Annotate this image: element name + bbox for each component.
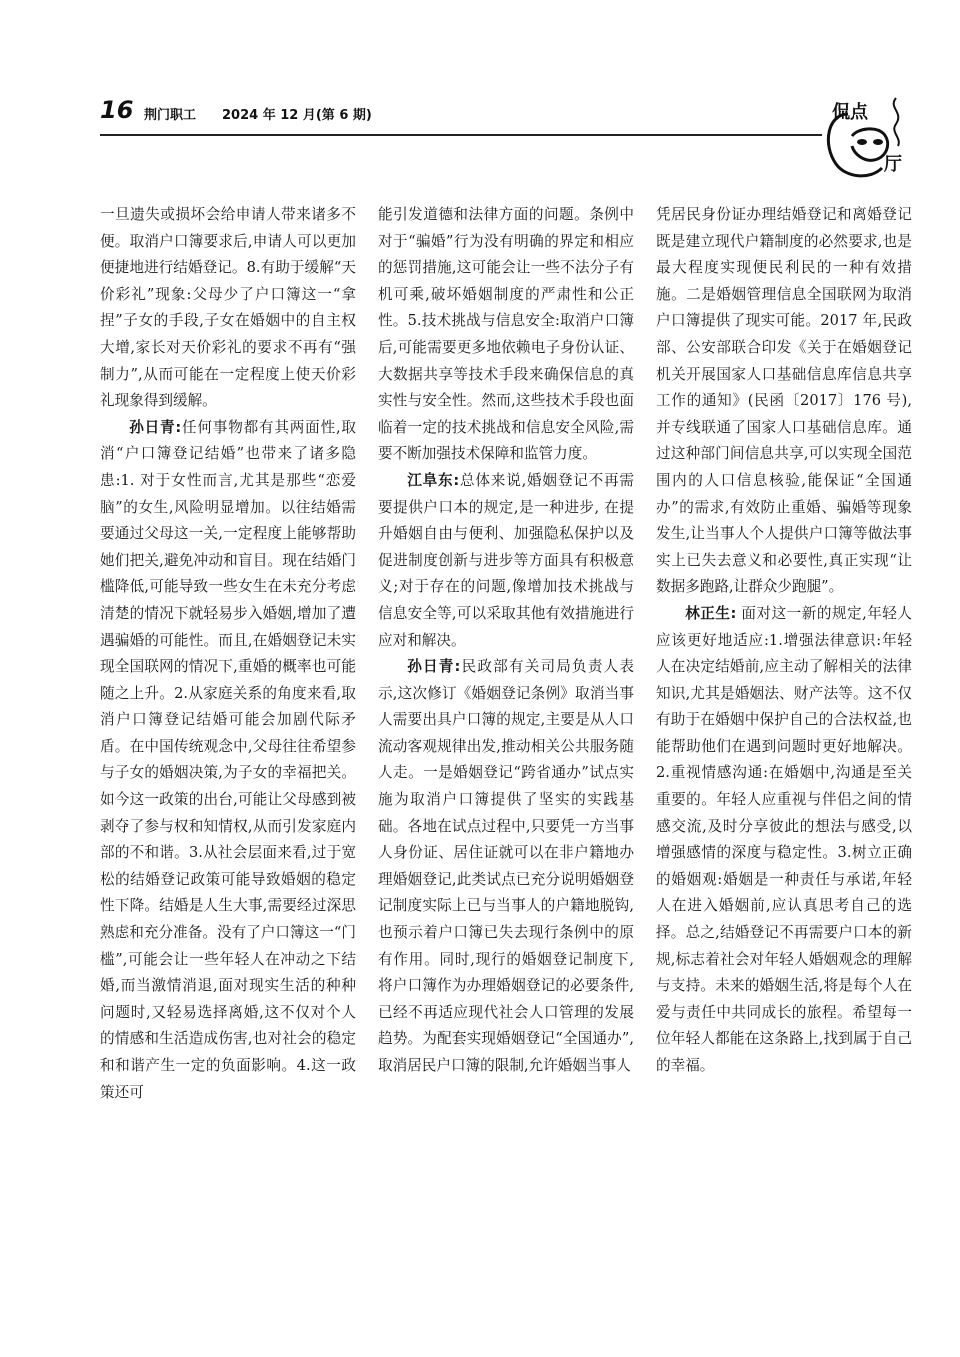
paragraph xyxy=(100,202,356,415)
text-column-3 xyxy=(656,202,912,1080)
paragraph xyxy=(378,468,634,654)
paragraph-text: 任何事物都有其两面性,取消“户口簿登记结婚”也带来了诸多隐患:1. 对于女性而言,尤其是那些“恋爱脑”的女生,风险明显增加。以往结婚需要通过父母这一关,一定程度上能够帮助她们把关,避免冲动和盲目。现在结婚门槛降低,可能导致一些女生在未充分考虑清楚的情况下就轻易步入婚姻,增加了遭遇骗婚的可能性。而且,在婚姻登记未实现全国联网的情况下,重婚的概率也可能随之上升。2.从家庭关系的角度来看,取消户口簿登记结婚可能会加剧代际矛盾。在中国传统观念中,父母往往希望参与子女的婚姻决策,为子女的幸福把关。如今这一政策的出台,可能让父母感到被剥夺了参与权和知情权,从而引发家庭内部的不和谐。3.从社会层面来看,过于宽松的结婚登记政策可能导致婚姻的稳定性下降。结婚是人生大事,需要经过深思熟虑和充分准备。没有了户口簿这一“门槛”,可能会让一些年轻人在冲动之下结婚,而当激情消退,面对现实生活的种种问题时,又轻易选择离婚,这不仅对个人的情感和生活造成伤害,也对社会的稳定和和谐产生一定的负面影响。4.这一政策还可 xyxy=(100,418,357,1101)
paragraph xyxy=(656,202,912,601)
paragraph xyxy=(378,654,634,1080)
issue-date: 2024 年 12 月(第 6 期) xyxy=(222,108,372,123)
speaker-name: 孙日青: xyxy=(129,418,182,436)
paragraph-text: 凭居民身份证办理结婚登记和离婚登记既是建立现代户籍制度的必然要求,也是最大程度实现便民利民的一种有效措施。二是婚姻管理信息全国联网为取消户口簿提供了现实可能。2017 年,民政部、公安部联合印发《关于在婚姻登记机关开展国家人口基础信息库信息共享工作的通知》(民函〔2017〕176 号), 并专线联通了国家人口基础信息库。通过这种部门间信息共享,可以实现全国范围内的人口信息核验,能保证“全国通办”的需求,有效防止重婚、骗婚等现象发生,让当事人个人提供户口簿等做法事实上已失去意义和必要性,真正实现“让数据多跑路,让群众少跑腿”。 xyxy=(656,206,912,596)
speaker-name: 江阜东: xyxy=(407,471,460,489)
text-column-1 xyxy=(100,202,356,1106)
text-column-2 xyxy=(378,202,634,1080)
paragraph-text: 总体来说,婚姻登记不再需要提供户口本的规定,是一种进步, 在提升婚姻自由与便利、加强隐私保护以及促进制度创新与进步等方面具有积极意义;对于存在的问题,像增加技术挑战与信息安全等,可以采取其他有效措施进行应对和解决。 xyxy=(378,471,635,649)
speaker-name: 孙日青: xyxy=(407,658,461,676)
paragraph xyxy=(656,601,912,1080)
logo-text-bottom: 厅 xyxy=(884,154,902,175)
paragraph-text: 面对这一新的规定,年轻人应该更好地适应:1.增强法律意识:年轻人在决定结婚前,应主动了解相关的法律知识,尤其是婚姻法、财产法等。这不仅有助于在婚姻中保护自己的合法权益,也能帮助他们在遇到问题时更好地解决。2.重视情感沟通:在婚姻中,沟通是至关重要的。年轻人应重视与伴侣之间的情感交流,及时分享彼此的想法与感受,以增强感情的深度与稳定性。3.树立正确的婚姻观:婚姻是一种责任与承诺,年轻人在进入婚姻前,应认真思考自己的选择。总之,结婚登记不再需要户口本的新规,标志着社会对年轻人婚姻观念的理解与支持。未来的婚姻生活,将是每个人在爱与责任中共同成长的旅程。希望每一位年轻人都能在这条路上,找到属于自己的幸福。 xyxy=(656,604,912,1074)
column-logo xyxy=(818,94,910,184)
paragraph-text: 能引发道德和法律方面的问题。条例中对于“骗婚”行为没有明确的界定和相应的惩罚措施,这可能会让一些不法分子有机可乘,破坏婚姻制度的严肃性和公正性。5.技术挑战与信息安全:取消户口簿后,可能需要更多地依赖电子身份认证、大数据共享等技术手段来确保信息的真实性与安全性。然而,这些技术手段也面临着一定的技术挑战和信息安全风险,需要不断加强技术保障和监管力度。 xyxy=(378,206,634,463)
paragraph-text: 一旦遗失或损坏会给申请人带来诸多不便。取消户口簿要求后,申请人可以更加便捷地进行结婚登记。8.有助于缓解“天价彩礼”现象:父母少了户口簿这一“拿捏”子女的手段,子女在婚姻中的自主权大增,家长对天价彩礼的要求不再有“强制力”,从而可能在一定程度上使天价彩礼现象得到缓解。 xyxy=(100,206,356,410)
page-number: 16 xyxy=(100,96,134,124)
logo-text-top: 侃点 xyxy=(832,102,868,123)
page-header xyxy=(100,96,900,138)
journal-name: 荆门职工 xyxy=(144,108,197,123)
paragraph-text: 民政部有关司局负责人表示,这次修订《婚姻登记条例》取消当事人需要出具户口簿的规定,主要是从人口流动客观规律出发,推动相关公共服务随人走。一是婚姻登记“跨省通办”试点实施为取消户口簿提供了坚实的实践基础。各地在试点过程中,只要凭一方当事人身份证、居住证就可以在非户籍地办理婚姻登记,此类试点已充分说明婚姻登记制度实际上已与当事人的户籍地脱钩,也预示着户口簿已失去现行条例中的原有作用。同时,现行的婚姻登记制度下,将户口簿作为办理婚姻登记的必要条件,已经不再适应现代社会人口管理的发展趋势。为配套实现婚姻登记“全国通办”,取消居民户口簿的限制,允许婚姻当事人 xyxy=(378,658,634,1074)
paragraph xyxy=(100,415,356,1106)
paragraph xyxy=(378,202,634,468)
header-rule xyxy=(100,134,822,136)
speaker-name: 林正生: xyxy=(685,604,737,622)
